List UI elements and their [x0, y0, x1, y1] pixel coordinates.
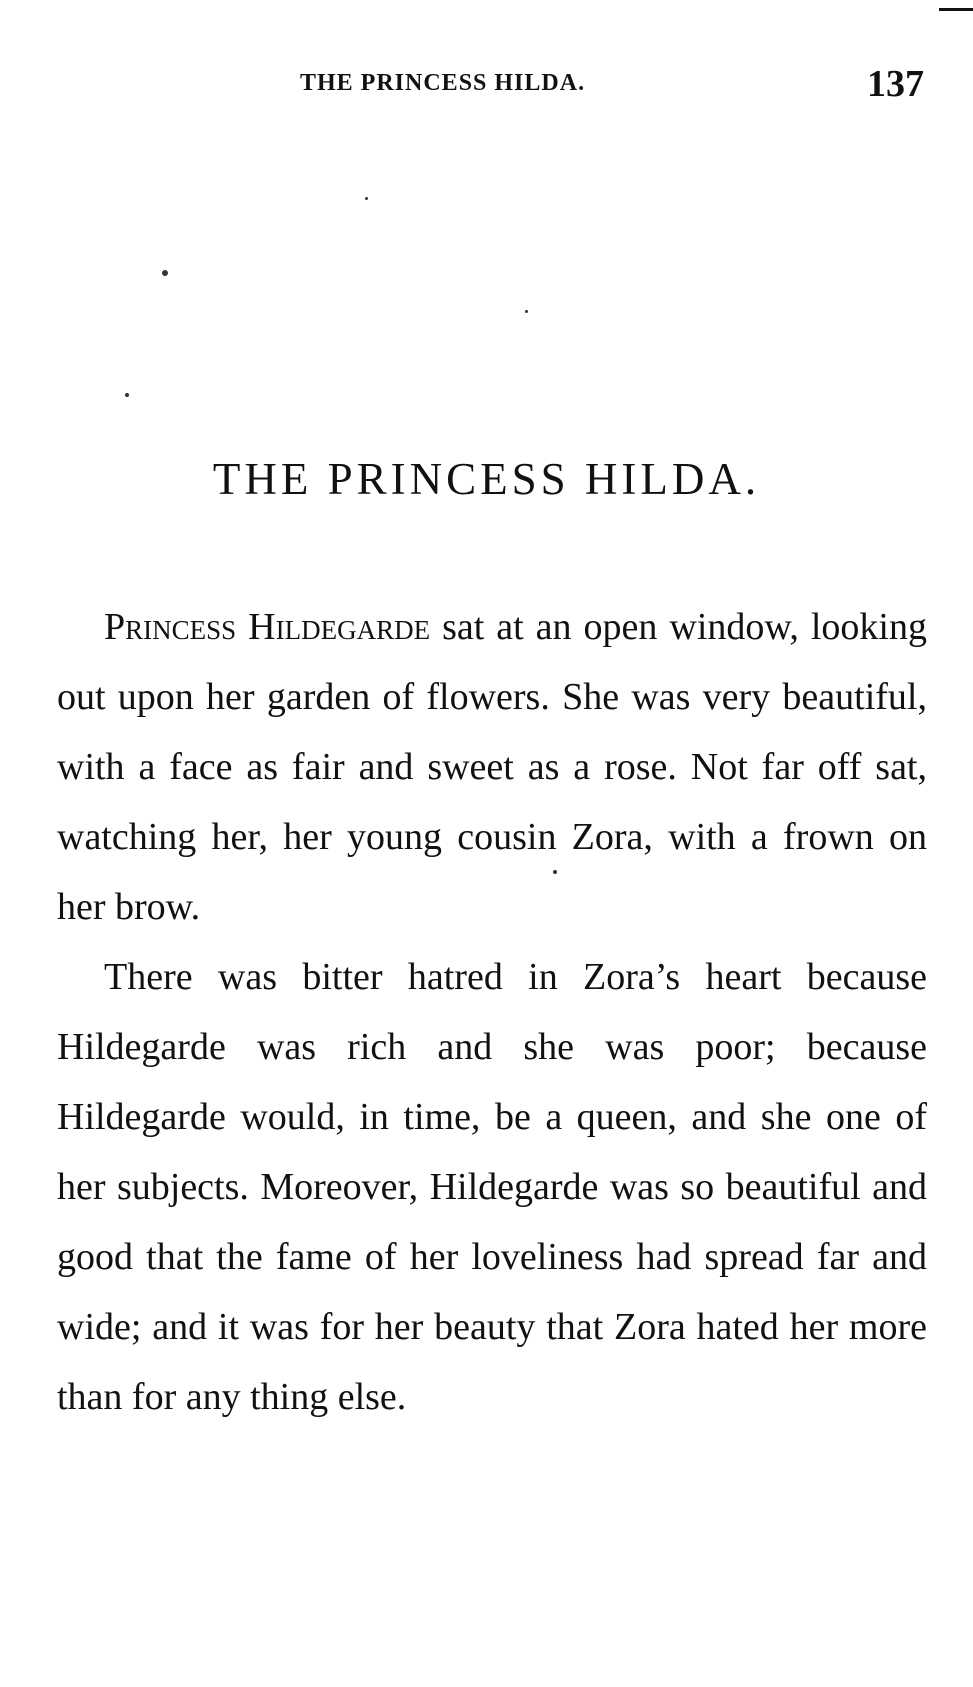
- running-title: THE PRINCESS HILDA.: [300, 70, 586, 96]
- print-speck: [525, 310, 528, 313]
- paragraph-lead-smallcaps: Princess Hildegarde: [104, 606, 431, 648]
- running-header: [0, 62, 973, 122]
- print-speck: [125, 393, 129, 397]
- chapter-body: [57, 592, 927, 1432]
- page-corner-mark: [939, 8, 973, 11]
- page-number: 137: [867, 63, 924, 105]
- print-speck: [162, 270, 168, 276]
- chapter-title: THE PRINCESS HILDA.: [212, 454, 761, 504]
- print-speck: [365, 197, 368, 200]
- paragraph-text: There was bitter hatred in Zora’s heart because Hildegarde was rich and she was poor; because Hildegarde would, in time, be a queen, and she one of her subjects. Moreover, Hildegarde was so beautiful and good that the fame of her loveliness had spread far and wide; and it was for her beauty that Zora hated her more than for any thing else.: [57, 956, 927, 1418]
- paragraph-2: [57, 942, 927, 1432]
- paragraph-text: sat at an open window, looking out upon her garden of flowers. She was very beautiful, with a face as fair and sweet as a rose. Not far off sat, watching her, her young cousin Zora, with a frown on her brow.: [57, 606, 927, 928]
- paragraph-1: [57, 592, 927, 942]
